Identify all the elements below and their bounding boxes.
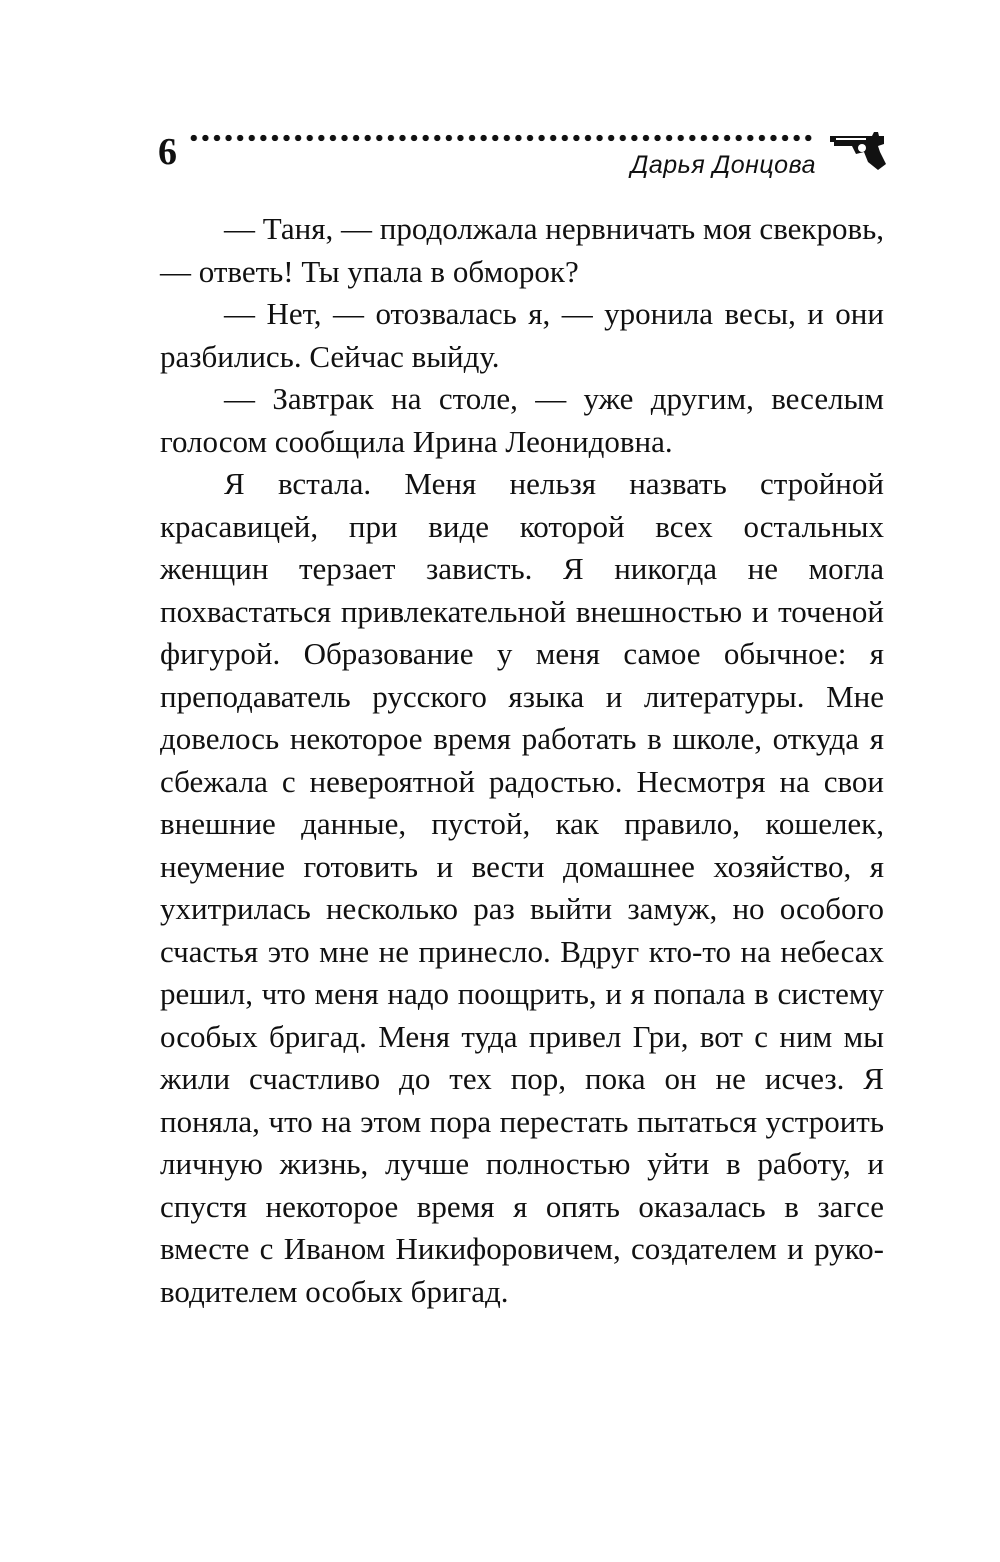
- running-header: [158, 122, 888, 192]
- paragraph: — Нет, — отозвалась я, — уронила весы, и они разбились. Сейчас выйду.: [160, 296, 884, 374]
- paragraph: — Таня, — продолжала нервничать моя свекровь, — ответь! Ты упала в обморок?: [160, 211, 884, 289]
- paragraph: — Завтрак на столе, — уже другим, веселым голосом сообщила Ирина Леонидовна.: [160, 381, 884, 459]
- dot-leader: [188, 134, 813, 142]
- revolver-icon: [828, 128, 888, 172]
- paragraph: Я встала. Меня нельзя назвать стройной красавицей, при виде которой всех остальных женщин терзает зависть. Я никогда не могла похвастаться привлекательной внешностью и точеной фигурой. Образование у меня самое обычное: я преподаватель русского языка и литературы. Мне довелось некоторое время работать в школе, откуда я сбежала с невероятной радостью. Несмотря на свои внешние данные, пустой, как правило, кошелек, неумение готовить и вести домашнее хозяйство, я ухитрилась несколько раз выйти замуж, но особого счастья это мне не принесло. Вдруг кто-то на небесах решил, что меня надо поощрить, и я попала в систему особых бригад. Меня туда привел Гри, вот с ним мы жили счастливо до тех пор, пока он не исчез. Я поняла, что на этом пора перестать пытаться устроить личную жизнь, лучше полностью уйти в работу, и спустя некоторое время я опять оказалась в загсе вместе с Иваном Никифоровичем, создателем и руководителем особых бригад.: [160, 466, 884, 1309]
- body-text: [160, 208, 884, 1313]
- author-name: Дарья Донцова: [630, 151, 816, 179]
- page-number: 6: [158, 131, 177, 173]
